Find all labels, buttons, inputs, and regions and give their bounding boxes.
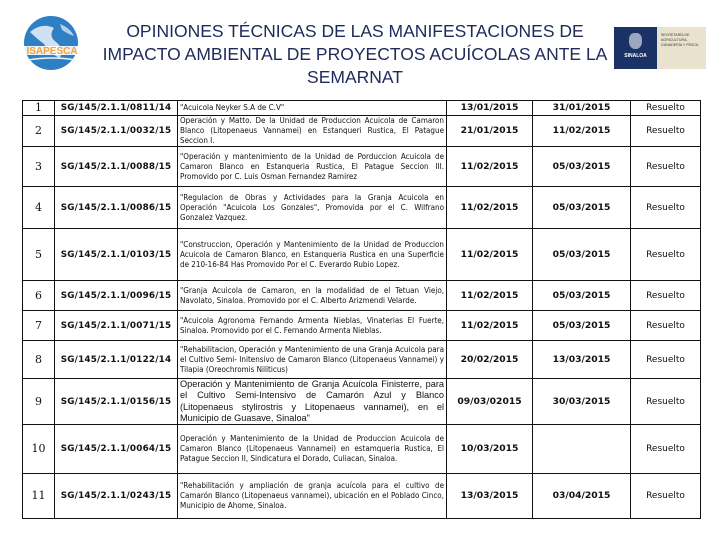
table-row [23,147,701,187]
official-code: SG/145/2.1.1/0243/15 [55,474,178,519]
row-number: 2 [23,116,55,147]
sinaloa-logo-blue-panel [614,27,657,69]
status: Resuelto [631,101,701,116]
official-code: SG/145/2.1.1/0811/14 [55,101,178,116]
row-number: 6 [23,281,55,311]
date-resolved: 11/02/2015 [533,116,631,147]
date-resolved: 13/03/2015 [533,341,631,379]
project-description: "Rehabilitacion, Operación y Mantenimiento de una Granja Acuicola para el Cultivo Semi- Initensivo de Camaron Blanco (Litopenaeus Vannamei) y Tilapia (Oreochromis Niliticus) [178,341,447,379]
table-row [23,379,701,425]
official-code: SG/145/2.1.1/0156/15 [55,379,178,425]
date-resolved: 05/03/2015 [533,311,631,341]
row-number: 8 [23,341,55,379]
row-number: 11 [23,474,55,519]
table-row [23,116,701,147]
project-description: "Acuicola Neyker S.A de C.V" [178,101,447,116]
date-resolved: 05/03/2015 [533,281,631,311]
sinaloa-logo [614,27,706,69]
official-code: SG/145/2.1.1/0088/15 [55,147,178,187]
status: Resuelto [631,147,701,187]
date-received: 09/03/02015 [447,379,533,425]
official-code: SG/145/2.1.1/0096/15 [55,281,178,311]
row-number: 4 [23,187,55,229]
date-resolved: 05/03/2015 [533,187,631,229]
page-title [90,20,620,89]
status: Resuelto [631,341,701,379]
date-received: 11/02/2015 [447,187,533,229]
table-row [23,187,701,229]
date-received: 20/02/2015 [447,341,533,379]
project-description: Operación y Mantenimiento de la Unidad de Produccion Acuicola de Camaron Blanco (Litopenaeus Vannamei) en estamqueria Rustica, El Patague Seccion II, Sindicatura el Dorado, Culiacan, Sinaloa. [178,425,447,474]
title-line-2: IMPACTO AMBIENTAL DE PROYECTOS ACUÍCOLAS ANTE LA [102,44,608,64]
table-row [23,311,701,341]
sinaloa-logo-dept-panel [657,27,706,69]
date-received: 10/03/2015 [447,425,533,474]
official-code: SG/145/2.1.1/0071/15 [55,311,178,341]
status: Resuelto [631,425,701,474]
project-description: "Granja Acuicola de Camaron, en la modalidad de el Tetuan Viejo, Navolato, Sinaloa. Promovido por el C. Alberto Arizmendi Velarde. [178,281,447,311]
title-line-3: SEMARNAT [307,67,403,87]
row-number: 1 [23,101,55,116]
date-received: 11/02/2015 [447,229,533,281]
date-resolved: 05/03/2015 [533,147,631,187]
date-received: 11/02/2015 [447,281,533,311]
row-number: 3 [23,147,55,187]
date-resolved [533,425,631,474]
row-number: 7 [23,311,55,341]
table-row [23,341,701,379]
svg-text:ISAPESCA: ISAPESCA [26,46,78,57]
project-description: "Regulacion de Obras y Actividades para la Granja Acuicola en Operación "Acuicola Los Gonzales", Promovida por el C. Wilfrano Gonzalez Vazquez. [178,187,447,229]
official-code: SG/145/2.1.1/0064/15 [55,425,178,474]
date-resolved: 31/01/2015 [533,101,631,116]
official-code: SG/145/2.1.1/0122/14 [55,341,178,379]
project-description: "Construccion, Operación y Mantenimiento de la Unidad de Produccion Acuicola de Camaron Blanco, en Estanqueria Rustica en una Superficie de 210-16-84 Has Promovido Por el C. Everardo Rubio Lopez. [178,229,447,281]
sinaloa-label: SINALOA [624,53,647,59]
status: Resuelto [631,229,701,281]
table-row [23,281,701,311]
project-description: "Rehabilitación y ampliación de granja acuícola para el cultivo de Camarón Blanco (Litopenaeus vannamei), ubicación en el Poblado Cinco, Municipio de Ahome, Sinaloa. [178,474,447,519]
official-code: SG/145/2.1.1/0086/15 [55,187,178,229]
status: Resuelto [631,379,701,425]
department-label: SECRETARÍA DE AGRICULTURA, GANADERÍA Y PESCA [661,33,699,47]
project-description: "Acuicola Agronoma Fernando Armenta Nieblas, Vinaterias El Fuerte, Sinaloa. Promovido por el C. Fernando Armenta Nieblas. [178,311,447,341]
project-description: "Operación y mantenimiento de la Unidad de Porduccion Acuicola de Camaron Blanco en Estanqueria Rustica, El Patague Seccion III. Promovido por C. Luis Osman Fernandez Ramirez [178,147,447,187]
row-number: 9 [23,379,55,425]
date-received: 11/02/2015 [447,147,533,187]
date-received: 21/01/2015 [447,116,533,147]
crest-icon [629,33,642,49]
status: Resuelto [631,187,701,229]
globe-icon [20,14,84,72]
date-resolved: 03/04/2015 [533,474,631,519]
row-number: 10 [23,425,55,474]
project-description: Operación y Mantenimiento de Granja Acuícola Finisterre, para el Cultivo Semi-Intensivo de Camarón Azul y Blanco (Litopenaeus stylirostris y Litopenaeus vannamei), en el Municipio de Guasave, Sinaloa" [178,379,447,425]
date-received: 11/02/2015 [447,311,533,341]
table-row [23,474,701,519]
table-row [23,101,701,116]
date-received: 13/01/2015 [447,101,533,116]
status: Resuelto [631,474,701,519]
table-row [23,425,701,474]
isapesca-logo [20,14,84,72]
status: Resuelto [631,281,701,311]
date-received: 13/03/2015 [447,474,533,519]
date-resolved: 05/03/2015 [533,229,631,281]
date-resolved: 30/03/2015 [533,379,631,425]
official-code: SG/145/2.1.1/0032/15 [55,116,178,147]
project-description: Operación y Matto. De la Unidad de Produccion Acuicola de Camaron Blanco (Litopenaeus Vannamei) en Estanqueri Rustica, El Patague Seccion I. [178,116,447,147]
title-line-1: OPINIONES TÉCNICAS DE LAS MANIFESTACIONES DE [126,21,584,41]
status: Resuelto [631,311,701,341]
official-code: SG/145/2.1.1/0103/15 [55,229,178,281]
table-row [23,229,701,281]
status: Resuelto [631,116,701,147]
row-number: 5 [23,229,55,281]
mia-opinions-table [22,100,701,519]
